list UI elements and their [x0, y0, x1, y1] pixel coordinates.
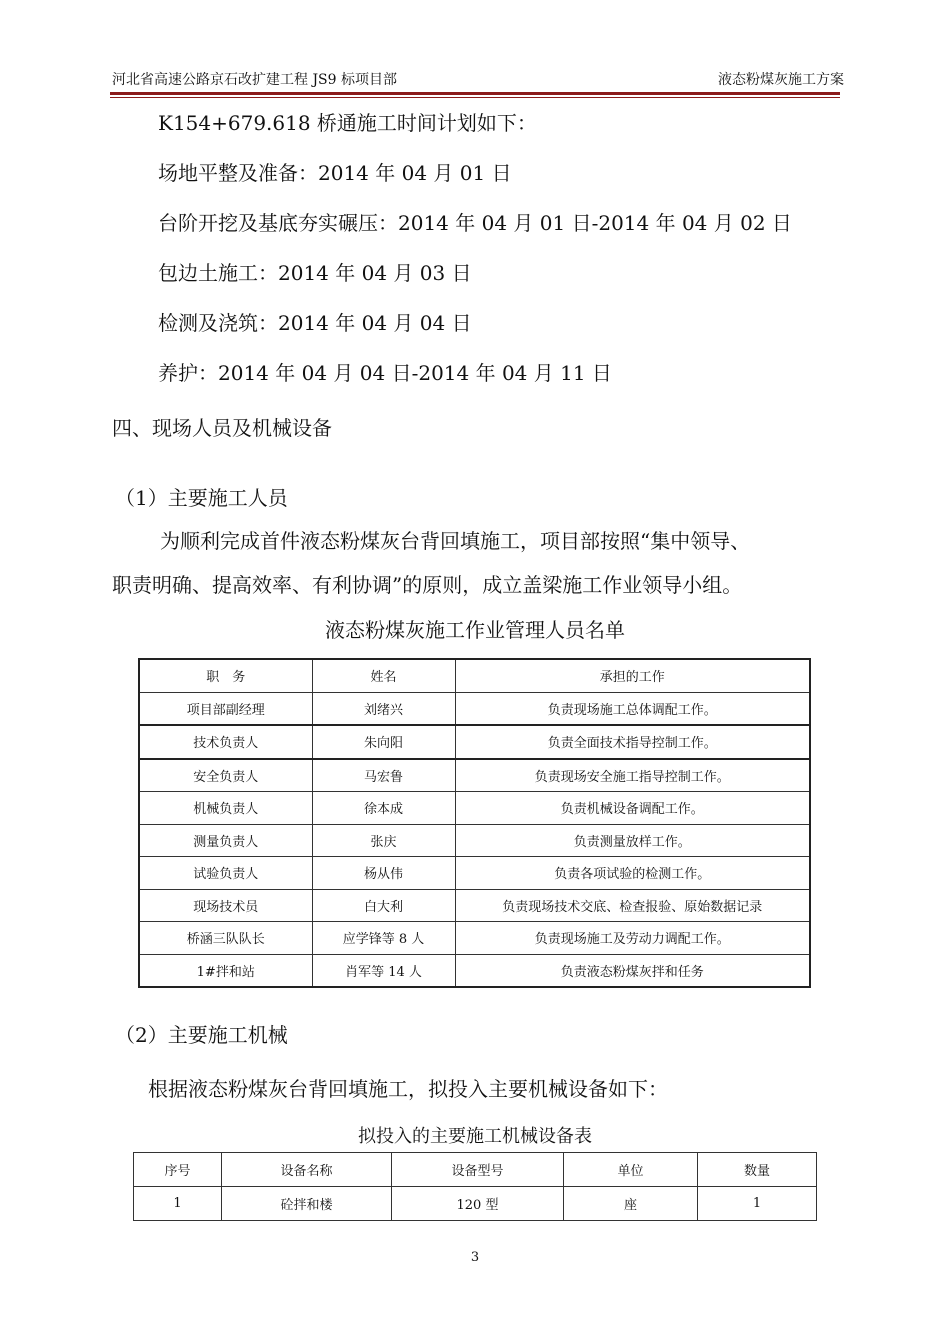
- schedule-item: 养护：2014 年 04 月 04 日-2014 年 04 月 11 日: [158, 361, 612, 385]
- page-number: 3: [470, 1250, 480, 1265]
- table-cell: 负责机械设备调配工作。: [455, 792, 810, 825]
- equipment-table: [133, 1152, 817, 1221]
- table-cell: 白大利: [312, 889, 455, 922]
- table-cell: 120 型: [392, 1187, 564, 1221]
- table-cell: 肖军等 14 人: [312, 954, 455, 987]
- table-cell: 1: [698, 1187, 817, 1221]
- table-cell: 负责液态粉煤灰拌和任务: [455, 954, 810, 987]
- table-cell: 应学锋等 8 人: [312, 922, 455, 955]
- table-header-cell: 序号: [134, 1153, 222, 1187]
- paragraph: 根据液态粉煤灰台背回填施工，拟投入主要机械设备如下：: [148, 1077, 668, 1101]
- header-project-name: 河北省高速公路京石改扩建工程 JS9 标项目部: [112, 72, 398, 88]
- table-cell: 砼拌和楼: [222, 1187, 392, 1221]
- table-row: [139, 824, 810, 857]
- table-header-cell: 设备名称: [222, 1153, 392, 1187]
- table-cell: 试验负责人: [139, 857, 312, 890]
- table-cell: 负责现场施工及劳动力调配工作。: [455, 922, 810, 955]
- table-header-cell: 姓名: [312, 659, 455, 692]
- table-cell: 杨从伟: [312, 857, 455, 890]
- table-row: [134, 1187, 817, 1221]
- table-header-row: [134, 1153, 817, 1187]
- table-row: [139, 922, 810, 955]
- table-cell: 负责测量放样工作。: [455, 824, 810, 857]
- table-header-cell: 数量: [698, 1153, 817, 1187]
- table-cell: 张庆: [312, 824, 455, 857]
- staff-table: [138, 658, 811, 988]
- table-cell: 负责现场技术交底、检查报验、原始数据记录: [455, 889, 810, 922]
- section-heading: 四、现场人员及机械设备: [112, 416, 332, 440]
- table-cell: 1: [134, 1187, 222, 1221]
- table-cell: 项目部副经理: [139, 692, 312, 725]
- table-cell: 技术负责人: [139, 725, 312, 759]
- table-cell: 刘绪兴: [312, 692, 455, 725]
- subsection-heading-machinery: （2）主要施工机械: [115, 1023, 288, 1047]
- table-row: [139, 792, 810, 825]
- table-header-cell: 设备型号: [392, 1153, 564, 1187]
- schedule-intro: K154+679.618 桥通施工时间计划如下：: [158, 111, 537, 135]
- table-cell: 桥涵三队队长: [139, 922, 312, 955]
- paragraph-line: 职责明确、提高效率、有利协调”的原则，成立盖梁施工作业领导小组。: [112, 573, 743, 597]
- table-cell: 机械负责人: [139, 792, 312, 825]
- schedule-item: 台阶开挖及基底夯实碾压：2014 年 04 月 01 日-2014 年 04 月 02 日: [158, 211, 792, 235]
- table-cell: 负责现场施工总体调配工作。: [455, 692, 810, 725]
- table-caption-equipment: 拟投入的主要施工机械设备表: [358, 1126, 592, 1147]
- table-header-cell: 职 务: [139, 659, 312, 692]
- table-row: [139, 889, 810, 922]
- header-document-title: 液态粉煤灰施工方案: [718, 72, 844, 88]
- table-row: [139, 725, 810, 759]
- table-cell: 朱向阳: [312, 725, 455, 759]
- table-cell: 测量负责人: [139, 824, 312, 857]
- table-cell: 负责全面技术指导控制工作。: [455, 725, 810, 759]
- schedule-item: 检测及浇筑：2014 年 04 月 04 日: [158, 311, 472, 335]
- table-caption-staff: 液态粉煤灰施工作业管理人员名单: [325, 618, 625, 642]
- header-rule-thin: [110, 97, 840, 98]
- table-cell: 马宏鲁: [312, 759, 455, 792]
- table-cell: 负责各项试验的检测工作。: [455, 857, 810, 890]
- table-cell: 1#拌和站: [139, 954, 312, 987]
- table-cell: 安全负责人: [139, 759, 312, 792]
- table-cell: 负责现场安全施工指导控制工作。: [455, 759, 810, 792]
- table-row: [139, 954, 810, 987]
- table-cell: 现场技术员: [139, 889, 312, 922]
- schedule-item: 场地平整及准备：2014 年 04 月 01 日: [158, 161, 512, 185]
- table-cell: 徐本成: [312, 792, 455, 825]
- schedule-item: 包边土施工：2014 年 04 月 03 日: [158, 261, 472, 285]
- table-cell: 座: [564, 1187, 698, 1221]
- table-header-cell: 单位: [564, 1153, 698, 1187]
- header-rule-thick: [110, 92, 840, 95]
- subsection-heading-personnel: （1）主要施工人员: [115, 486, 288, 510]
- paragraph-line: 为顺利完成首件液态粉煤灰台背回填施工，项目部按照“集中领导、: [160, 529, 751, 553]
- table-row: [139, 857, 810, 890]
- table-header-row: [139, 659, 810, 692]
- table-row: [139, 759, 810, 792]
- table-row: [139, 692, 810, 725]
- table-header-cell: 承担的工作: [455, 659, 810, 692]
